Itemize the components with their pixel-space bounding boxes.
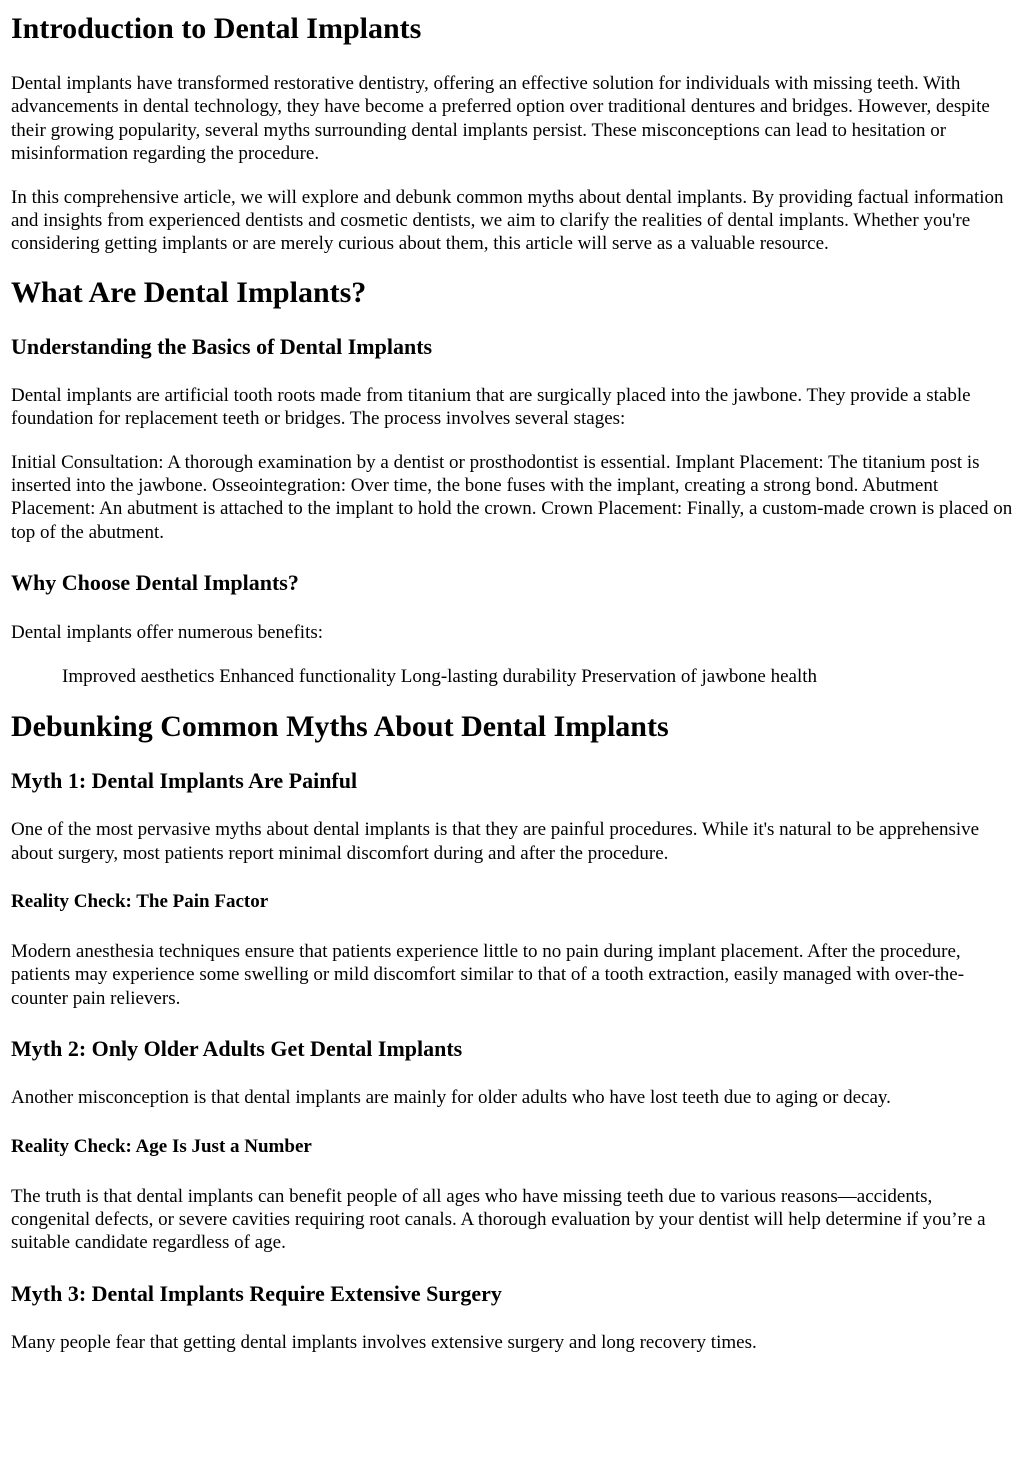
myth1-paragraph-1: One of the most pervasive myths about dental implants is that they are painful procedures. While it's natural to be apprehensive about surgery, most patients report minimal discomfort during and after the procedure.: [11, 819, 980, 864]
why-title: Why Choose Dental Implants?: [11, 570, 299, 596]
myth1-title: Myth 1: Dental Implants Are Painful: [11, 768, 358, 794]
myth2-title: Myth 2: Only Older Adults Get Dental Implants: [11, 1036, 463, 1062]
article: [0, 12, 1024, 1354]
myth2-paragraph-1: Another misconception is that dental implants are mainly for older adults who have lost teeth due to aging or decay.: [11, 1087, 891, 1109]
basics-paragraph-1: Dental implants are artificial tooth roots made from titanium that are surgically placed into the jawbone. They provide a stable foundation for replacement teeth or bridges. The process involves several stages:: [11, 384, 971, 430]
myth3-paragraph-1: Many people fear that getting dental implants involves extensive surgery and long recovery times.: [11, 1331, 757, 1353]
myth3-title: Myth 3: Dental Implants Require Extensive Surgery: [11, 1280, 502, 1306]
basics-paragraph-2: Initial Consultation: A thorough examination by a dentist or prosthodontist is essential. Implant Placement: The titanium post is inserted into the jawbone. Osseointegration: Over time, the bone fuses with the implant, creating a strong bond. Abutment Placement: An abutment is attached to the implant to hold the crown. Crown Placement: Finally, a custom-made crown is placed on top of the abutment.: [11, 451, 1013, 543]
reality1-title: Reality Check: The Pain Factor: [11, 890, 269, 912]
myths-title: Debunking Common Myths About Dental Implants: [11, 710, 669, 744]
what-title: What Are Dental Implants?: [11, 275, 367, 309]
intro-paragraph-2: In this comprehensive article, we will explore and debunk common myths about dental implants. By providing factual information and insights from experienced dentists and cosmetic dentists, we aim to clarify the realities of dental implants. Whether you're considering getting implants or are merely curious about them, this article will serve as a valuable resource.: [11, 186, 1004, 255]
intro-paragraph-1: Dental implants have transformed restorative dentistry, offering an effective solution for individuals with missing teeth. With advancements in dental technology, they have become a preferred option over traditional dentures and bridges. However, despite their growing popularity, several myths surrounding dental implants persist. These misconceptions can lead to hesitation or misinformation regarding the procedure.: [11, 73, 990, 165]
reality2-title: Reality Check: Age Is Just a Number: [11, 1135, 312, 1157]
why-benefits-list: Improved aesthetics Enhanced functionality Long-lasting durability Preservation of jawbone health: [62, 665, 818, 687]
reality1-paragraph-1: Modern anesthesia techniques ensure that patients experience little to no pain during implant placement. After the procedure, patients may experience some swelling or mild discomfort similar to that of a tooth extraction, easily managed with over-the-counter pain relievers.: [11, 940, 965, 1009]
reality2-paragraph-1: The truth is that dental implants can benefit people of all ages who have missing teeth due to various reasons—accidents, congenital defects, or severe cavities requiring root canals. A thorough evaluation by your dentist will help determine if you’re a suitable candidate regardless of age.: [11, 1185, 986, 1254]
intro-title: Introduction to Dental Implants: [11, 12, 422, 45]
basics-title: Understanding the Basics of Dental Implants: [11, 333, 433, 359]
why-paragraph-1: Dental implants offer numerous benefits:: [11, 622, 324, 644]
